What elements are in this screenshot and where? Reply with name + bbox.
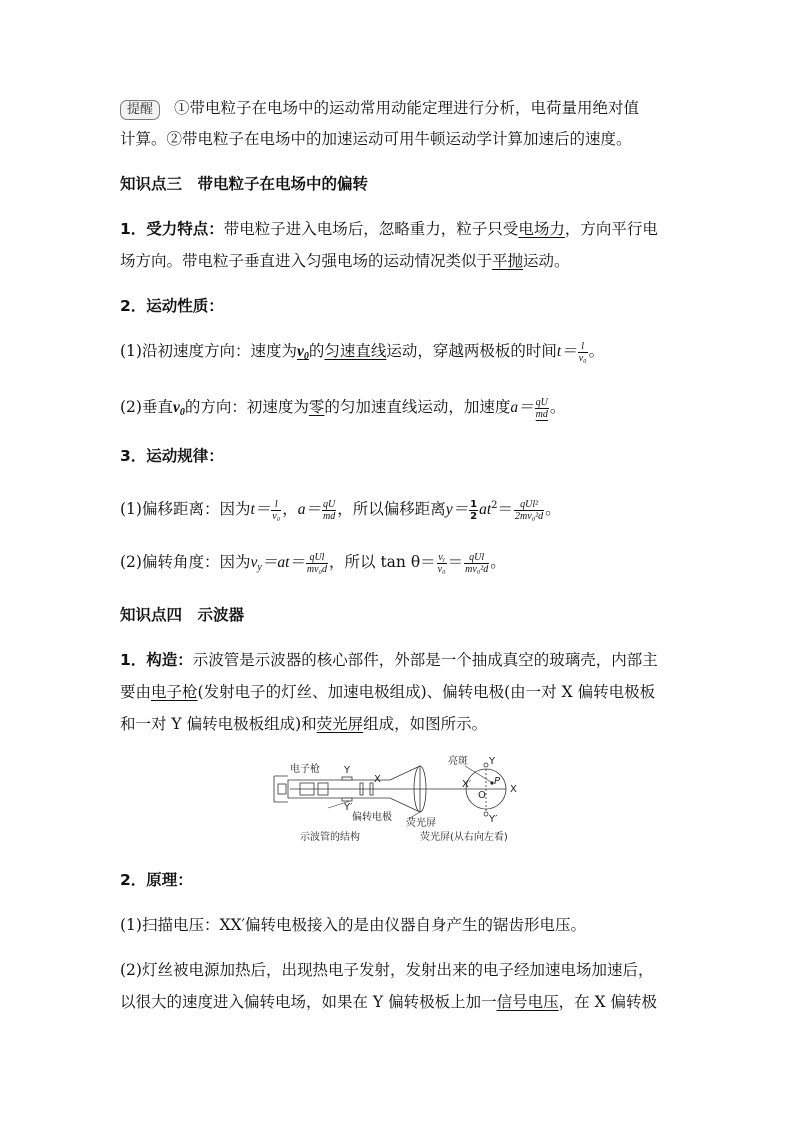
fraction-qUl-over-mv0d	[306, 552, 328, 575]
label-screen: 荧光屏	[406, 818, 436, 829]
s4-item1-line1	[120, 648, 680, 672]
s3-item2-p1-t: t＝	[556, 343, 577, 360]
equals-at: ＝at＝	[261, 554, 305, 571]
s4-item2-p2-keyword: 信号电压	[496, 993, 559, 1011]
y-terminal	[484, 763, 488, 767]
s4-item1-line2	[120, 680, 680, 704]
label-y-right: Y	[489, 756, 496, 767]
tip-line-2	[120, 127, 680, 151]
frac-den: 2	[470, 510, 478, 522]
fraction-vy-over-v0	[437, 552, 447, 575]
period: 。	[588, 342, 605, 360]
filament	[278, 784, 286, 794]
s3-item1-text-b: ，方向平行电	[564, 220, 658, 238]
comma: ，	[282, 500, 298, 518]
y-prime-terminal	[484, 812, 488, 816]
frac-den: md	[322, 510, 336, 522]
label-deflect: 偏转电极	[352, 812, 392, 823]
s4-item1-text-b1: 要由	[120, 683, 152, 701]
caption-right: 荧光屏(从右向左看)	[420, 832, 508, 843]
s3-item2-p1-v0	[297, 343, 309, 360]
s4-item1-text-b2: (发射电子的灯丝、加速电极组成)、偏转电极(由一对 X 偏转电极板	[197, 683, 656, 701]
v-symbol: v	[172, 399, 180, 416]
fraction-qUl-over-mv02d	[464, 552, 489, 575]
s3-item1-text-d: 运动。	[523, 252, 570, 270]
s3-item2-p2-text-a: (2)垂直	[120, 398, 173, 416]
equals: ＝	[447, 553, 464, 571]
s4-item1-keyword-1: 电子枪	[151, 683, 198, 701]
s4-item1-line3	[120, 712, 680, 736]
s3-item2-p2-v0	[173, 399, 185, 416]
s3-item3-label: 3．运动规律：	[120, 447, 224, 465]
label-gun: 电子枪	[290, 764, 320, 775]
fraction-one-half	[469, 499, 478, 522]
label-x-right: X	[510, 784, 517, 795]
s4-item1-label: 1．构造：	[120, 651, 193, 669]
period: 。	[490, 553, 506, 571]
s3-item2-label: 2．运动性质：	[120, 297, 224, 315]
s4-item2-p2-line2	[120, 990, 680, 1014]
s4-item1-text-a: 示波管是示波器的核心部件，外部是一个抽成真空的玻璃壳，内部主	[192, 651, 658, 669]
s4-item2-p2-text-b: ，在 X 偏转极	[558, 993, 657, 1011]
vy-symbol	[250, 554, 261, 571]
fraction-qUl2-over-2mv02d	[514, 499, 544, 522]
y-plate-bottom	[342, 798, 352, 801]
s3-item1-line1	[120, 217, 680, 241]
frac-num: qUl²	[514, 499, 544, 511]
frac-num: qU	[322, 498, 336, 510]
period: 。	[545, 500, 561, 518]
s3-item2-p2-a: a＝	[510, 399, 534, 416]
fraction-l-over-v0	[578, 341, 588, 364]
frac-num: qU	[535, 396, 548, 408]
v-subscript: 0	[179, 407, 185, 418]
frac-den: mv₀²d	[465, 563, 489, 575]
label-xp-right: X′	[462, 779, 472, 790]
s3-item2-p1-keyword: 匀速直线	[324, 342, 387, 360]
v-subscript: y	[257, 562, 262, 573]
period: 。	[549, 398, 566, 416]
label-y-left: Y	[344, 765, 351, 776]
s3-item1-keyword-1: 电场力	[518, 220, 565, 238]
frac-num: 1	[470, 498, 478, 510]
caption-left: 示波管的结构	[300, 832, 360, 843]
label-x-left: X	[374, 774, 381, 785]
label-yp-left: Y′	[344, 802, 353, 813]
s3-item2-p1-text-b: 的	[308, 342, 325, 360]
t-symbol: t＝	[250, 501, 271, 518]
label-o: O	[478, 790, 486, 801]
s3-item2-p1-text-c: 运动，穿越两极板的时间	[386, 342, 557, 360]
frac-num: qUl	[306, 552, 328, 564]
s3-item1-text-a: 带电粒子进入电场后，忽略重力，粒子只受	[223, 220, 519, 238]
v-symbol: v	[296, 343, 304, 360]
tip-text-2: 计算。②带电粒子在电场中的加速运动可用牛顿运动学计算加速后的速度。	[120, 130, 632, 148]
s4-item1-text-c1: 和一对 Y 偏转电极板组成)和	[120, 715, 317, 733]
frac-num: l	[578, 341, 588, 353]
at-symbol: at	[479, 501, 492, 518]
s3-item3-p2	[120, 550, 680, 580]
s3-item2-p2-keyword: 零	[308, 398, 325, 416]
label-yp-right: Y′	[489, 814, 498, 825]
s3-item1-keyword-2: 平抛	[492, 252, 524, 270]
section-4-title: 知识点四 示波器	[120, 606, 245, 624]
s3-item2-p1	[120, 339, 680, 369]
s3-item2-p2-text-c: 的匀加速直线运动，加速度	[324, 398, 511, 416]
fraction-qU-over-md	[535, 397, 549, 420]
s4-item2-p1: (1)扫描电压：XX′偏转电极接入的是由仪器自身产生的锯齿形电压。	[120, 916, 587, 934]
frac-den: md	[535, 408, 548, 420]
frac-den: v₀	[578, 352, 587, 364]
oscilloscope-figure	[270, 752, 532, 844]
s4-item1-keyword-2: 荧光屏	[316, 715, 364, 733]
s3-item3-p2-text-a: (2)偏转角度：因为	[120, 553, 251, 571]
s3-item1-label: 1．受力特点：	[120, 220, 224, 238]
frac-den: mv₀d	[306, 563, 328, 575]
v-symbol: v	[250, 554, 258, 571]
s4-item2-p2-text-a: 以很大的速度进入偏转电场，如果在 Y 偏转极板上加一	[120, 993, 497, 1011]
y-plate-top	[342, 777, 352, 780]
section-3-title: 知识点三 带电粒子在电场中的偏转	[120, 175, 369, 193]
equals: ＝	[497, 500, 514, 518]
s4-item2-p2-line1: (2)灯丝被电源加热后，出现热电子发射，发射出来的电子经加速电场加速后，	[120, 961, 654, 979]
s4-item1-text-c2: 组成，如图所示。	[363, 715, 488, 733]
frac-num: qUl	[464, 552, 489, 564]
frac-den: v₀	[437, 563, 446, 575]
label-spot: 亮斑	[448, 756, 468, 767]
label-p: P	[494, 776, 501, 787]
s3-item1-text-c: 场方向。带电粒子垂直进入匀强电场的运动情况类似于	[120, 252, 493, 270]
frac-num: l	[271, 499, 281, 511]
s3-item2-p2	[120, 395, 680, 425]
s3-item3-p2-text-b: ，所以 tan θ＝	[329, 553, 436, 571]
s3-item3-p1	[120, 494, 680, 522]
frac-den: v₀	[272, 510, 281, 522]
tip-line-1	[120, 96, 680, 120]
s3-item2-p2-text-b: 的方向：初速度为	[184, 398, 309, 416]
s3-item3-p1-text-a: (1)偏移距离：因为	[120, 500, 251, 518]
tip-text-1: ①带电粒子在电场中的运动常用动能定理进行分析，电荷量用绝对值	[174, 99, 640, 117]
s3-item2-p1-text-a: (1)沿初速度方向：速度为	[120, 342, 297, 360]
tip-badge: 提醒	[120, 100, 160, 120]
s4-item2-label: 2．原理：	[120, 871, 193, 889]
v-subscript: 0	[303, 351, 309, 362]
frac-den: 2mv₀²d	[515, 510, 544, 522]
fraction-l-over-v0	[271, 499, 281, 522]
s3-item1-line2	[120, 249, 680, 273]
s3-item3-p1-text-b: ，所以偏移距离	[337, 500, 446, 518]
y-symbol: y＝	[445, 501, 469, 518]
fraction-qU-over-md	[322, 499, 336, 522]
a-symbol: a＝	[297, 501, 321, 518]
square-exponent: 2	[491, 500, 498, 511]
frac-num: vᵧ	[438, 551, 445, 563]
